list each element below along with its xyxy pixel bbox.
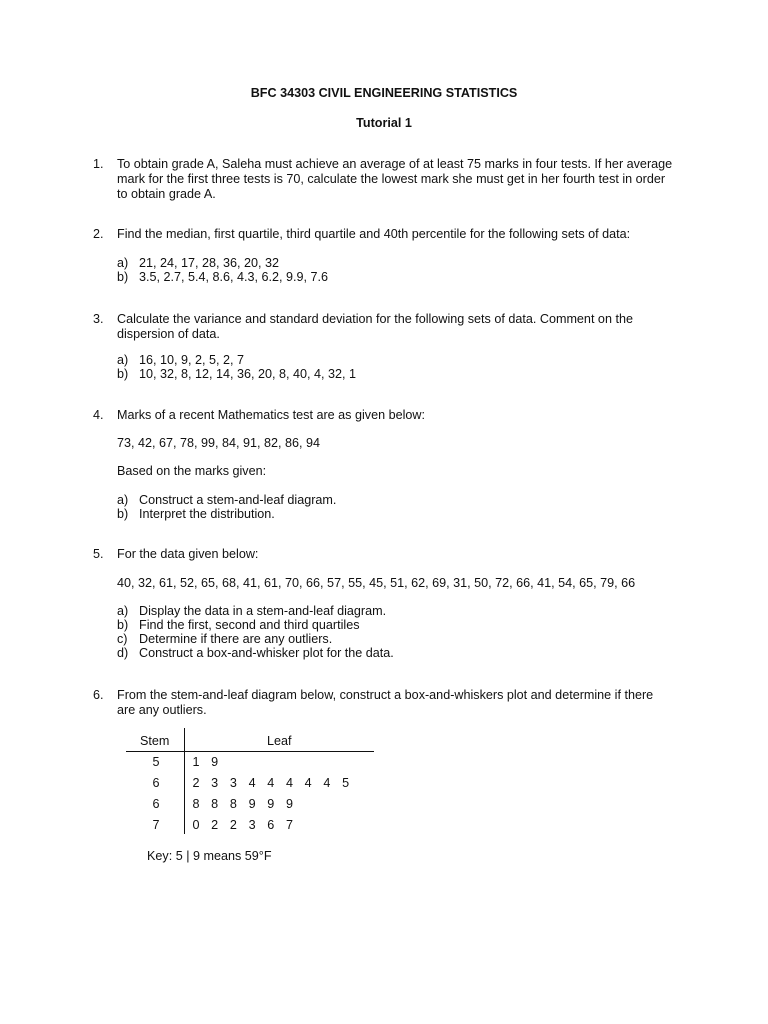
question-number: 1.	[93, 157, 104, 171]
stem-value: 7	[152, 818, 160, 832]
leaf-value: 8	[192, 797, 200, 811]
leaf-value: 3	[229, 776, 237, 790]
leaf-value: 2	[192, 776, 200, 790]
header-divider	[126, 751, 374, 752]
part-text: Find the first, second and third quartiles	[139, 618, 360, 632]
part-label: b)	[117, 618, 129, 632]
stem-value: 6	[152, 776, 160, 790]
question-text: Find the median, first quartile, third quartile and 40th percentile for the following sets of data:	[117, 227, 631, 241]
leaf-value: 3	[248, 818, 256, 832]
part-label: d)	[117, 646, 129, 660]
document-title: BFC 34303 CIVIL ENGINEERING STATISTICS	[250, 86, 518, 100]
part-text: 10, 32, 8, 12, 14, 36, 20, 8, 40, 4, 32, 1	[139, 367, 357, 381]
question-5-part-a	[117, 604, 386, 619]
question-3-part-a	[117, 353, 244, 368]
question-4-data: 73, 42, 67, 78, 99, 84, 91, 82, 86, 94	[117, 436, 321, 450]
leaf-value: 1	[192, 755, 200, 769]
question-text: To obtain grade A, Saleha must achieve an average of at least 75 marks in four tests. If her average mark for the first three tests is 70, calculate the lowest mark she must get in her fourth test in order to obtain grade A.	[117, 157, 673, 201]
question-text: Marks of a recent Mathematics test are as given below:	[117, 408, 425, 422]
leaf-header: Leaf	[267, 734, 292, 748]
leaf-value: 2	[211, 818, 219, 832]
leaf-value: 9	[211, 755, 219, 769]
question-number: 3.	[93, 312, 104, 326]
leaf-value: 4	[267, 776, 275, 790]
leaf-value: 4	[323, 776, 331, 790]
question-4	[93, 408, 673, 423]
question-6	[93, 688, 673, 718]
part-text: 3.5, 2.7, 5.4, 8.6, 4.3, 6.2, 9.9, 7.6	[139, 270, 329, 284]
part-text: Display the data in a stem-and-leaf diagram.	[139, 604, 387, 618]
part-label: c)	[117, 632, 128, 646]
question-3	[93, 312, 673, 342]
question-text: Calculate the variance and standard deviation for the following sets of data. Comment on the dispersion of data.	[117, 312, 633, 341]
leaf-value: 8	[211, 797, 219, 811]
leaf-value: 0	[192, 818, 200, 832]
part-label: b)	[117, 270, 129, 284]
leaf-value: 8	[229, 797, 237, 811]
question-2-part-a	[117, 256, 279, 271]
question-4-intro: Based on the marks given:	[117, 464, 267, 478]
stem-value: 5	[152, 755, 160, 769]
question-5-part-d	[117, 646, 394, 661]
question-4-part-a	[117, 493, 336, 508]
leaf-value: 4	[248, 776, 256, 790]
part-label: a)	[117, 604, 129, 618]
stem-header: Stem	[140, 734, 170, 748]
question-number: 2.	[93, 227, 104, 241]
part-label: b)	[117, 507, 129, 521]
part-text: Construct a box-and-whisker plot for the data.	[139, 646, 394, 660]
question-text: For the data given below:	[117, 547, 259, 561]
part-text: Determine if there are any outliers.	[139, 632, 333, 646]
question-3-part-b	[117, 367, 356, 382]
stem-divider	[184, 728, 185, 834]
leaf-value: 6	[267, 818, 275, 832]
question-5-part-b	[117, 618, 360, 633]
leaf-value: 3	[211, 776, 219, 790]
stem-leaf-key: Key: 5 | 9 means 59°F	[147, 849, 272, 863]
part-label: a)	[117, 353, 129, 367]
part-label: b)	[117, 367, 129, 381]
leaf-value: 4	[304, 776, 312, 790]
question-1	[93, 157, 673, 202]
question-5	[93, 547, 673, 562]
part-text: Interpret the distribution.	[139, 507, 275, 521]
question-number: 4.	[93, 408, 104, 422]
question-5-part-c	[117, 632, 332, 647]
question-2	[93, 227, 673, 242]
question-2-part-b	[117, 270, 328, 285]
leaf-value: 7	[285, 818, 293, 832]
question-4-part-b	[117, 507, 275, 522]
leaf-value: 2	[229, 818, 237, 832]
part-label: a)	[117, 493, 129, 507]
leaf-value: 4	[285, 776, 293, 790]
leaf-value: 5	[342, 776, 350, 790]
part-text: Construct a stem-and-leaf diagram.	[139, 493, 337, 507]
question-5-data: 40, 32, 61, 52, 65, 68, 41, 61, 70, 66, 57, 55, 45, 51, 62, 69, 31, 50, 72, 66, 41, 54, 65, 79, 66	[117, 576, 636, 590]
part-text: 21, 24, 17, 28, 36, 20, 32	[139, 256, 280, 270]
question-number: 5.	[93, 547, 104, 561]
leaf-value: 9	[285, 797, 293, 811]
leaf-value: 9	[267, 797, 275, 811]
document-subtitle: Tutorial 1	[356, 116, 412, 130]
stem-value: 6	[152, 797, 160, 811]
question-text: From the stem-and-leaf diagram below, construct a box-and-whiskers plot and determine if there are any outliers.	[117, 688, 654, 717]
leaf-value: 9	[248, 797, 256, 811]
question-number: 6.	[93, 688, 104, 702]
part-text: 16, 10, 9, 2, 5, 2, 7	[139, 353, 245, 367]
part-label: a)	[117, 256, 129, 270]
